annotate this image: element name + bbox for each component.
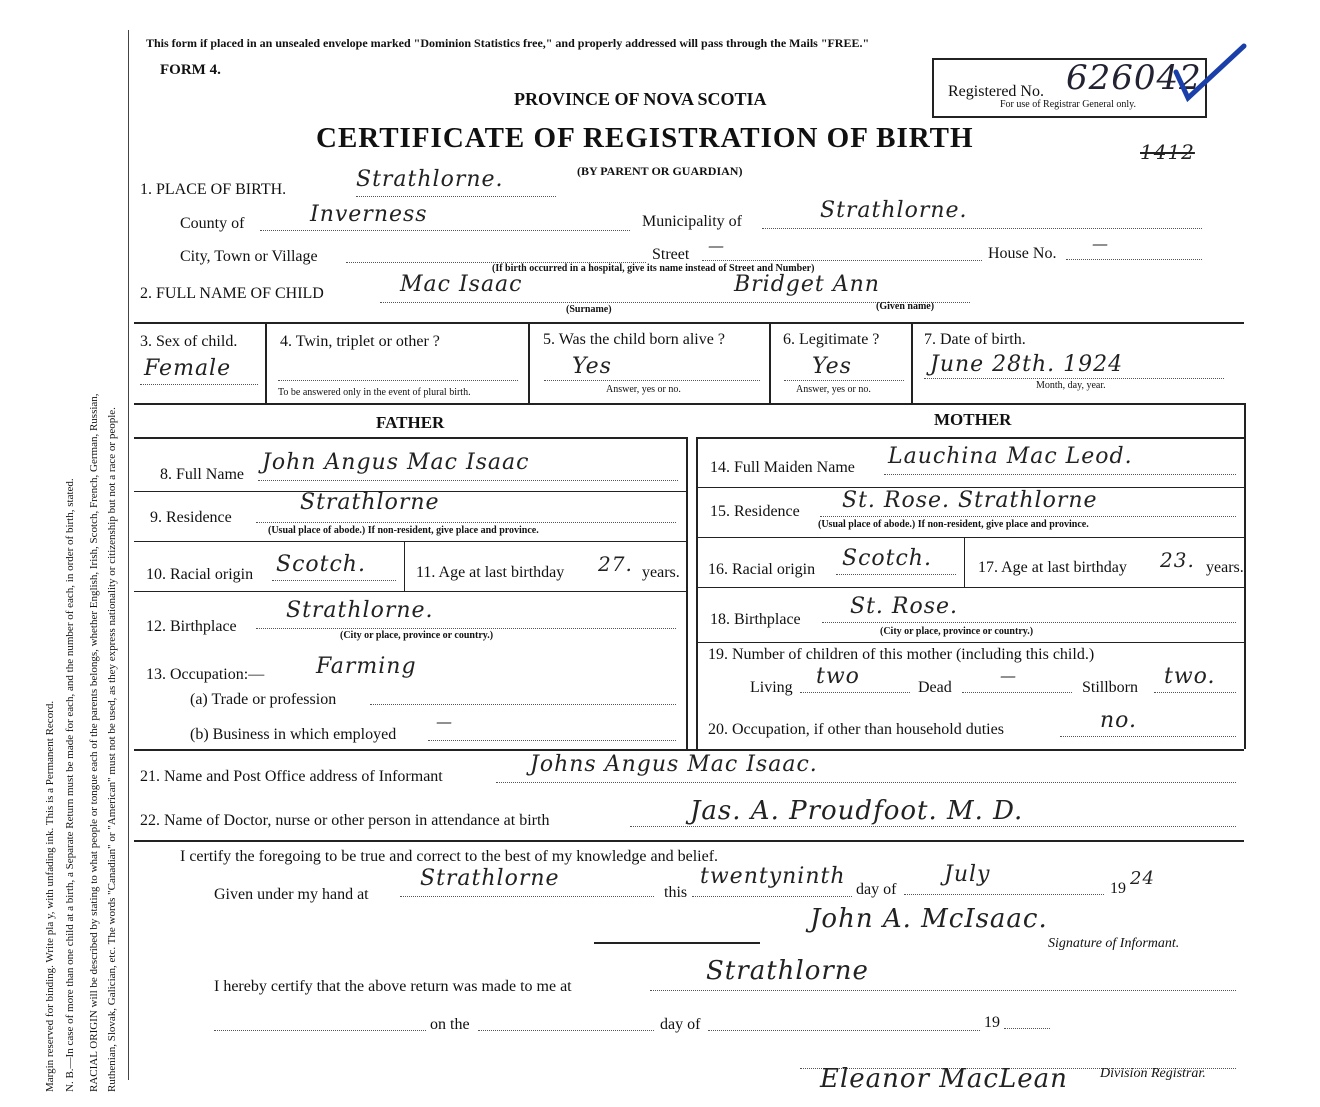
mother-residence-label: 15. Residence bbox=[710, 503, 800, 520]
province-heading: PROVINCE OF NOVA SCOTIA bbox=[514, 89, 767, 109]
mother-race-value: Scotch. bbox=[842, 546, 932, 571]
father-race-line bbox=[272, 580, 396, 581]
informant-value: Johns Angus Mac Isaac. bbox=[530, 752, 818, 777]
mother-residence-note: (Usual place of abode.) If non-resident, give place and province. bbox=[818, 519, 1089, 530]
informant-label: 21. Name and Post Office address of Informant bbox=[140, 768, 443, 785]
mother-bp-rule bbox=[696, 642, 1244, 643]
mother-name-line bbox=[884, 474, 1236, 475]
on-the-line bbox=[478, 1030, 654, 1031]
mother-race-rule bbox=[696, 587, 1244, 588]
mother-heading: MOTHER bbox=[934, 410, 1012, 429]
year-prefix: 19 bbox=[1110, 880, 1126, 897]
father-age-label: 11. Age at last birthday bbox=[416, 564, 565, 581]
father-age-unit: years. bbox=[642, 564, 680, 581]
row3-div2 bbox=[528, 322, 530, 405]
sex-line bbox=[140, 384, 258, 385]
father-birthplace-note: (City or place, province or country.) bbox=[340, 630, 494, 641]
margin-note-4: Ruthenian, Slovak, Galician, etc. The words "Canadian" or "American" must not be used, as they express nationality or citizenship but not a race or people. bbox=[106, 407, 118, 1092]
doctor-label: 22. Name of Doctor, nurse or other person in attendance at birth bbox=[140, 812, 550, 829]
mother-name-label: 14. Full Maiden Name bbox=[710, 459, 855, 476]
surname-note: (Surname) bbox=[566, 304, 612, 315]
mother-res-line bbox=[820, 516, 1236, 517]
father-heading: FATHER bbox=[376, 413, 445, 432]
father-residence-value: Strathlorne bbox=[300, 490, 440, 515]
signature-label: Signature of Informant. bbox=[1048, 936, 1180, 951]
informant-signature: John A. McIsaac. bbox=[810, 904, 1048, 934]
county-value: Inverness bbox=[310, 202, 428, 227]
given-under-label: Given under my hand at bbox=[214, 886, 369, 903]
day-of-label-2: day of bbox=[660, 1016, 701, 1033]
mother-birthplace-label: 18. Birthplace bbox=[710, 611, 801, 628]
father-name-value: John Angus Mac Isaac bbox=[262, 450, 530, 475]
mother-residence-value: St. Rose. Strathlorne bbox=[842, 488, 1098, 513]
mother-birthplace-value: St. Rose. bbox=[850, 594, 959, 619]
alive-line bbox=[544, 380, 760, 381]
living-value: two bbox=[816, 664, 860, 689]
legitimate-value: Yes bbox=[812, 354, 852, 379]
mother-children-label: 19. Number of children of this mother (including this child.) bbox=[708, 646, 1095, 663]
twin-note: To be answered only in the event of plural birth. bbox=[278, 387, 471, 398]
mother-col-left bbox=[696, 437, 698, 749]
street-value: — bbox=[708, 236, 725, 255]
dob-note: Month, day, year. bbox=[1036, 380, 1106, 391]
house-value: — bbox=[1092, 234, 1109, 253]
month-line bbox=[904, 894, 1104, 895]
place-of-birth-label: 1. PLACE OF BIRTH. bbox=[140, 181, 287, 198]
margin-scribble: 1412 bbox=[1140, 140, 1195, 164]
mother-name-value: Lauchina Mac Leod. bbox=[888, 444, 1133, 469]
registrar-label: Division Registrar. bbox=[1100, 1066, 1206, 1081]
form-number: FORM 4. bbox=[160, 62, 221, 78]
living-label: Living bbox=[750, 679, 793, 696]
mother-res-rule bbox=[696, 537, 1244, 538]
registrar-place-line bbox=[650, 990, 1236, 991]
certificate-title: CERTIFICATE OF REGISTRATION OF BIRTH bbox=[316, 122, 974, 154]
father-res-line bbox=[256, 522, 676, 523]
day-of-label: day of bbox=[856, 881, 897, 898]
mother-race-div bbox=[964, 537, 965, 587]
father-race-div bbox=[404, 541, 405, 591]
father-race-rule bbox=[134, 591, 686, 592]
parents-top-rule bbox=[134, 437, 686, 439]
father-business-label: (b) Business in which employed bbox=[190, 726, 397, 743]
father-occupation-label: 13. Occupation:— bbox=[146, 666, 265, 683]
legitimate-note: Answer, yes or no. bbox=[796, 384, 871, 395]
month-value: July bbox=[944, 862, 991, 887]
registrar-note: For use of Registrar General only. bbox=[1000, 99, 1136, 110]
mother-col-right bbox=[1244, 403, 1246, 749]
alive-label: 5. Was the child born alive ? bbox=[543, 331, 725, 348]
municipality-label: Municipality of bbox=[642, 213, 742, 230]
row3-bottom-rule bbox=[134, 403, 1244, 405]
day-value: twentyninth bbox=[700, 864, 846, 889]
father-bp-line bbox=[256, 628, 676, 629]
alive-note: Answer, yes or no. bbox=[606, 384, 681, 395]
registered-number: 626042 bbox=[1066, 58, 1202, 98]
mother-race-line bbox=[836, 574, 956, 575]
county-line bbox=[260, 230, 630, 231]
nineteen-label: 19 bbox=[984, 1014, 1000, 1031]
legitimate-label: 6. Legitimate ? bbox=[783, 331, 880, 348]
place-of-birth-value: Strathlorne. bbox=[356, 167, 504, 192]
father-birthplace-value: Strathlorne. bbox=[286, 598, 434, 623]
registrar-place: Strathlorne bbox=[706, 956, 869, 986]
father-trade-line bbox=[370, 704, 676, 705]
given-place-line bbox=[400, 896, 654, 897]
county-label: County of bbox=[180, 215, 245, 232]
father-trade-label: (a) Trade or profession bbox=[190, 691, 337, 708]
father-age-value: 27. bbox=[598, 552, 633, 576]
father-res-rule bbox=[134, 541, 686, 542]
father-business-line bbox=[428, 740, 676, 741]
given-place-value: Strathlorne bbox=[420, 866, 560, 891]
father-name-line bbox=[258, 480, 678, 481]
on-the-pre-line bbox=[214, 1030, 426, 1031]
stillborn-line bbox=[1154, 692, 1236, 693]
street-line bbox=[702, 260, 982, 261]
row3-div4 bbox=[911, 322, 913, 405]
street-label: Street bbox=[652, 246, 690, 263]
row3-div1 bbox=[265, 322, 267, 405]
margin-border bbox=[128, 30, 129, 1080]
house-label: House No. bbox=[988, 245, 1057, 262]
nineteen-line bbox=[1004, 1028, 1050, 1029]
stillborn-label: Stillborn bbox=[1082, 679, 1139, 696]
margin-note-3: RACIAL ORIGIN will be described by stating to what people or tongue each of the parents belongs, whether English, Irish, Scotch, French, German, Russian, bbox=[88, 393, 100, 1092]
parents-top-rule-right bbox=[696, 437, 1244, 439]
dob-value: June 28th. 1924 bbox=[930, 352, 1124, 377]
sex-label: 3. Sex of child. bbox=[140, 333, 238, 350]
mother-occupation-label: 20. Occupation, if other than household duties bbox=[708, 721, 1004, 738]
dob-line bbox=[924, 378, 1224, 379]
father-occupation-value: Farming bbox=[316, 654, 417, 679]
father-residence-note: (Usual place of abode.) If non-resident, give place and province. bbox=[268, 525, 539, 536]
dead-label: Dead bbox=[918, 679, 952, 696]
father-birthplace-label: 12. Birthplace bbox=[146, 618, 237, 635]
father-col-right bbox=[686, 437, 688, 749]
alive-value: Yes bbox=[572, 354, 612, 379]
father-name-label: 8. Full Name bbox=[160, 466, 244, 483]
margin-note-1: Margin reserved for binding. Write pla y, with unfading ink. This is a Permanent Record. bbox=[44, 700, 56, 1092]
on-the-label: on the bbox=[430, 1016, 470, 1033]
informant-bottom-rule bbox=[134, 840, 1244, 842]
father-race-label: 10. Racial origin bbox=[146, 566, 254, 583]
sex-value: Female bbox=[144, 356, 232, 381]
certify-statement: I certify the foregoing to be true and correct to the best of my knowledge and belief. bbox=[180, 848, 719, 865]
father-residence-label: 9. Residence bbox=[150, 509, 232, 526]
registered-label: Registered No. bbox=[948, 83, 1044, 100]
given-name-note: (Given name) bbox=[876, 301, 935, 312]
stillborn-value: two. bbox=[1164, 664, 1216, 689]
mail-notice: This form if placed in an unsealed envelope marked "Dominion Statistics free," and properly addressed will pass through the Mails "FREE." bbox=[146, 36, 870, 50]
registrar-signature: Eleanor MacLean bbox=[820, 1064, 1068, 1094]
row3-div3 bbox=[769, 322, 771, 405]
year-value: 24 bbox=[1130, 868, 1155, 889]
signature-rule bbox=[594, 942, 760, 944]
day-line bbox=[692, 896, 852, 897]
registrar-statement: I hereby certify that the above return was made to me at bbox=[214, 978, 572, 995]
child-surname: Mac Isaac bbox=[400, 272, 523, 297]
mother-occupation-value: no. bbox=[1100, 708, 1138, 733]
row3-top-rule bbox=[134, 322, 1244, 324]
city-label: City, Town or Village bbox=[180, 248, 318, 265]
doctor-value: Jas. A. Proudfoot. M. D. bbox=[690, 796, 1024, 826]
dead-line bbox=[962, 692, 1072, 693]
child-given-name: Bridget Ann bbox=[734, 272, 880, 297]
informant-top-rule bbox=[134, 749, 1244, 751]
dob-label: 7. Date of birth. bbox=[924, 331, 1026, 348]
twin-label: 4. Twin, triplet or other ? bbox=[280, 333, 440, 350]
twin-line bbox=[278, 380, 518, 381]
municipality-value: Strathlorne. bbox=[820, 198, 968, 223]
living-line bbox=[800, 692, 910, 693]
mother-age-unit: years. bbox=[1206, 559, 1244, 576]
hospital-note: (If birth occurred in a hospital, give its name instead of Street and Number) bbox=[492, 263, 815, 274]
municipality-line bbox=[762, 228, 1202, 229]
house-line bbox=[1066, 259, 1202, 260]
mother-birthplace-note: (City or place, province or country.) bbox=[880, 626, 1034, 637]
legit-line bbox=[784, 380, 904, 381]
margin-note-2: N. B.—In case of more than one child at a birth, a Separate Return must be made for each, and the number of each, in order of birth, stated. bbox=[64, 478, 76, 1092]
doctor-line bbox=[630, 826, 1236, 827]
day-of-line-2 bbox=[708, 1030, 980, 1031]
child-name-label: 2. FULL NAME OF CHILD bbox=[140, 285, 324, 302]
check-mark-icon bbox=[1172, 40, 1252, 106]
mother-age-value: 23. bbox=[1160, 548, 1195, 572]
mother-race-label: 16. Racial origin bbox=[708, 561, 816, 578]
mother-occ-line bbox=[1060, 736, 1236, 737]
informant-line bbox=[496, 782, 1236, 783]
certificate-subtitle: (BY PARENT OR GUARDIAN) bbox=[577, 164, 743, 178]
dead-value: — bbox=[1000, 666, 1017, 685]
father-business-value: — bbox=[436, 712, 453, 731]
place-line bbox=[356, 196, 556, 197]
father-race-value: Scotch. bbox=[276, 552, 366, 577]
this-label: this bbox=[664, 884, 688, 901]
mother-age-label: 17. Age at last birthday bbox=[978, 559, 1127, 576]
mother-bp-line bbox=[822, 622, 1236, 623]
